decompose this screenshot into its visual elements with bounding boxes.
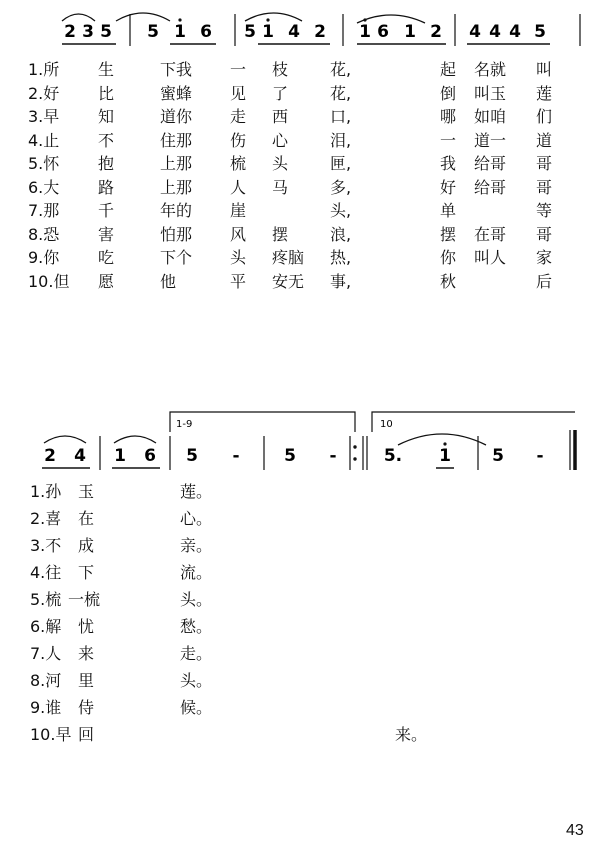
jianpu-note: 1 <box>359 22 371 42</box>
lyric-syllable: 忧 <box>78 617 95 636</box>
lyric-syllable: 侍 <box>78 698 95 717</box>
lyric-syllable: 了 <box>272 83 289 103</box>
lyric-syllable: 怕那 <box>160 224 193 244</box>
volta-label: 1-9 <box>176 419 193 430</box>
jianpu-note: 4 <box>74 446 86 466</box>
jianpu-note: 5 <box>284 446 296 466</box>
lyric-syllable: 4.往 <box>30 563 62 582</box>
lyric-syllable: 人 <box>230 177 247 197</box>
lyric-syllable: 走 <box>230 107 247 126</box>
lyric-syllable: 2.喜 <box>30 509 62 528</box>
jianpu-note: 5 <box>100 22 112 42</box>
lyric-syllable: 头 <box>230 248 247 267</box>
lyric-syllable: 来。 <box>395 725 428 744</box>
lyric-syllable: 哪 <box>440 107 457 126</box>
lyric-syllable: 哥 <box>536 224 553 244</box>
jianpu-note: 6 <box>377 22 389 42</box>
jianpu-note: 5 <box>492 446 504 466</box>
lyric-syllable: 3.不 <box>30 536 62 555</box>
lyric-syllable: 8.恐 <box>28 224 60 244</box>
lyric-syllable: 走。 <box>180 644 213 663</box>
lyric-syllable: 花, <box>330 83 352 103</box>
lyric-syllable: 浪, <box>330 224 352 244</box>
lyric-syllable: 花, <box>330 60 352 79</box>
lyric-syllable: 不 <box>98 130 115 150</box>
lyric-syllable: 疼脑 <box>272 248 305 267</box>
jianpu-note: 1 <box>174 22 186 42</box>
lyric-syllable: 平 <box>230 271 247 291</box>
lyric-syllable: 上那 <box>160 154 193 173</box>
jianpu-note: 5 <box>186 446 198 466</box>
lyric-syllable: 头, <box>330 201 352 220</box>
lyric-syllable: 一 <box>440 130 457 150</box>
lyric-syllable: 起 <box>440 60 457 79</box>
lyric-syllable: 莲 <box>536 83 553 103</box>
lyric-syllable: 成 <box>78 536 95 555</box>
jianpu-note: - <box>536 446 544 466</box>
lyric-syllable: 来 <box>78 644 95 663</box>
lyric-syllable: 5.梳 <box>30 590 62 609</box>
lyric-syllable: 给哥 <box>474 154 507 173</box>
lyric-syllable: 6.解 <box>30 617 62 636</box>
jianpu-note: 4 <box>288 22 300 42</box>
lyric-syllable: 流。 <box>180 563 213 582</box>
lyric-syllable: 心。 <box>180 509 213 528</box>
jianpu-note: 3 <box>82 22 94 42</box>
lyric-syllable: 名就 <box>474 60 507 79</box>
lyric-syllable: 好 <box>440 177 457 197</box>
lyric-syllable: 崖 <box>230 201 247 220</box>
repeat-dot <box>353 445 356 448</box>
slur-arc <box>116 13 170 21</box>
lyric-syllable: 摆 <box>272 224 289 244</box>
lyric-syllable: 家 <box>536 248 553 267</box>
jianpu-note: 5. <box>383 446 403 466</box>
jianpu-note: 1 <box>439 446 451 466</box>
lyric-syllable: 风 <box>230 224 247 244</box>
lyric-syllable: 单 <box>440 201 457 220</box>
page-number: 43 <box>566 822 584 839</box>
lyric-syllable: 匣, <box>330 154 352 173</box>
lyric-syllable: 里 <box>78 671 95 690</box>
volta-bracket <box>372 412 575 432</box>
jianpu-note: 2 <box>314 22 326 42</box>
lyric-syllable: 泪, <box>330 130 352 150</box>
jianpu-note: 6 <box>144 446 156 466</box>
jianpu-note: 5 <box>244 22 256 42</box>
lyric-syllable: 哥 <box>536 177 553 197</box>
lyric-syllable: 比 <box>98 83 115 103</box>
jianpu-note: 1 <box>114 446 126 466</box>
lyric-syllable: 们 <box>536 107 553 126</box>
lyric-syllable: 道 <box>536 130 553 150</box>
slur-arc <box>398 434 486 445</box>
lyric-syllable: 7.那 <box>28 201 60 220</box>
lyric-syllable: 抱 <box>98 154 115 173</box>
jianpu-note: 2 <box>430 22 442 42</box>
lyric-syllable: 后 <box>536 271 553 291</box>
lyric-syllable: 在 <box>78 509 95 528</box>
volta-bracket <box>170 412 355 432</box>
lyric-syllable: 西 <box>272 107 289 126</box>
jianpu-note: 1 <box>262 22 274 42</box>
lyric-syllable: 摆 <box>440 224 457 244</box>
lyric-syllable: 你 <box>440 248 457 267</box>
jianpu-note: 2 <box>44 446 56 466</box>
lyric-syllable: 2.好 <box>28 83 60 103</box>
lyric-syllable: 给哥 <box>474 177 507 197</box>
lyric-syllable: 玉 <box>78 482 95 501</box>
lyric-syllable: 下个 <box>160 248 193 267</box>
high-octave-dot <box>266 18 269 21</box>
lyric-syllable: 9.谁 <box>30 698 62 717</box>
lyric-syllable: 1.所 <box>28 60 60 79</box>
lyric-syllable: 口, <box>330 107 352 126</box>
jianpu-note: 1 <box>404 22 416 42</box>
lyric-syllable: 9.你 <box>28 248 60 267</box>
lyric-syllable: 他 <box>160 271 177 291</box>
lyric-syllable: 叫人 <box>474 248 507 267</box>
jianpu-note: 5 <box>534 22 546 42</box>
lyric-syllable: 心 <box>272 130 289 150</box>
lyric-syllable: 吃 <box>98 248 115 267</box>
lyric-syllable: 多, <box>330 177 352 197</box>
slur-arc <box>245 13 302 21</box>
lyric-syllable: 叫玉 <box>474 83 507 103</box>
lyric-syllable: 枝 <box>272 60 289 79</box>
lyric-syllable: 头。 <box>180 590 213 609</box>
lyric-syllable: 如咱 <box>474 107 507 126</box>
repeat-dot <box>353 457 356 460</box>
lyric-syllable: 害 <box>98 224 115 244</box>
volta-label: 10 <box>380 419 393 430</box>
lyric-syllable: 安无 <box>272 271 305 291</box>
lyric-syllable: 叫 <box>536 60 553 79</box>
lyric-syllable: 蜜蜂 <box>160 83 193 103</box>
jianpu-note: 4 <box>509 22 521 42</box>
lyric-syllable: 生 <box>98 60 115 79</box>
lyric-syllable: 秋 <box>440 271 457 291</box>
lyric-syllable: 道你 <box>160 107 193 126</box>
lyric-syllable: 亲。 <box>180 536 213 555</box>
lyric-syllable: 头。 <box>180 671 213 690</box>
jianpu-note: - <box>232 446 240 466</box>
lyric-syllable: 年的 <box>160 201 193 220</box>
jianpu-note: 6 <box>200 22 212 42</box>
lyric-syllable: 回 <box>78 725 95 744</box>
lyric-syllable: 热, <box>330 248 352 267</box>
lyric-syllable: 住那 <box>160 130 193 150</box>
lyric-syllable: 10.早 <box>30 725 72 744</box>
lyric-syllable: 下我 <box>160 60 193 79</box>
lyric-syllable: 下 <box>78 563 95 582</box>
slur-arc <box>44 436 86 443</box>
lyric-syllable: 上那 <box>160 177 193 197</box>
jianpu-note: 4 <box>469 22 481 42</box>
high-octave-dot <box>443 442 446 445</box>
jianpu-note: - <box>329 446 337 466</box>
jianpu-note: 2 <box>64 22 76 42</box>
lyric-syllable: 10.但 <box>28 271 70 291</box>
lyric-syllable: 梳 <box>230 154 247 173</box>
lyric-syllable: 候。 <box>180 698 213 717</box>
lyric-syllable: 愿 <box>98 271 115 291</box>
lyric-syllable: 倒 <box>440 83 457 103</box>
lyric-syllable: 一 <box>230 60 247 79</box>
lyric-syllable: 愁。 <box>180 617 213 636</box>
lyric-syllable: 3.早 <box>28 107 60 126</box>
lyric-syllable: 哥 <box>536 154 553 173</box>
slur-arc <box>114 436 156 443</box>
lyric-syllable: 1.孙 <box>30 482 62 501</box>
lyric-syllable: 4.止 <box>28 130 60 150</box>
lyric-syllable: 在哥 <box>474 224 507 244</box>
lyric-syllable: 5.怀 <box>28 154 60 173</box>
lyric-syllable: 事, <box>330 271 352 291</box>
lyric-syllable: 莲。 <box>180 482 213 501</box>
lyric-syllable: 等 <box>536 201 553 220</box>
lyric-syllable: 路 <box>98 177 115 197</box>
lyric-syllable: 马 <box>272 177 289 197</box>
slur-arc <box>62 14 95 21</box>
lyric-syllable: 伤 <box>230 130 247 150</box>
lyric-syllable: 一梳 <box>68 590 101 609</box>
lyric-syllable: 7.人 <box>30 644 62 663</box>
lyric-syllable: 道一 <box>474 130 507 150</box>
lyric-syllable: 我 <box>440 154 457 173</box>
lyric-syllable: 6.大 <box>28 177 60 197</box>
jianpu-note: 5 <box>147 22 159 42</box>
jianpu-note: 4 <box>489 22 501 42</box>
lyric-syllable: 8.河 <box>30 671 62 690</box>
lyric-syllable: 千 <box>98 201 115 220</box>
high-octave-dot <box>178 18 181 21</box>
lyric-syllable: 知 <box>98 107 115 126</box>
lyric-syllable: 见 <box>230 83 247 103</box>
lyric-syllable: 头 <box>272 154 289 173</box>
